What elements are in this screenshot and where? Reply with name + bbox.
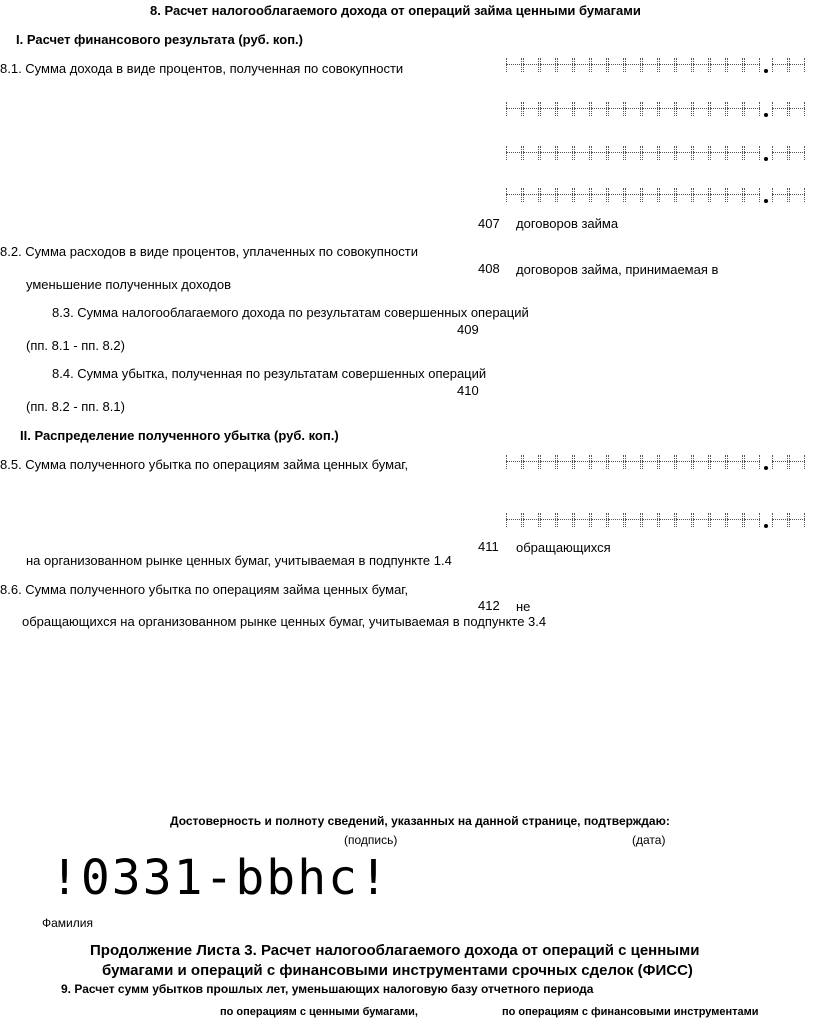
decimal-point (761, 455, 771, 469)
digit-cell[interactable] (608, 58, 624, 72)
digit-cell[interactable] (591, 513, 607, 527)
digit-cell[interactable] (608, 102, 624, 116)
digit-cell[interactable] (591, 455, 607, 469)
digit-cell[interactable] (659, 146, 675, 160)
digit-cell[interactable] (574, 455, 590, 469)
digit-cell[interactable] (710, 455, 726, 469)
digit-cell[interactable] (574, 58, 590, 72)
decimal-point (761, 102, 771, 116)
digit-cell[interactable] (693, 58, 709, 72)
digit-cell[interactable] (506, 188, 522, 202)
digit-cell[interactable] (676, 188, 692, 202)
digit-cell[interactable] (676, 102, 692, 116)
digit-cell[interactable] (727, 146, 743, 160)
section-title: 8. Расчет налогооблагаемого дохода от операций займа ценными бумагами (150, 3, 641, 18)
confirm-statement: Достоверность и полноту сведений, указанных на данной странице, подтверждаю: (170, 814, 670, 828)
digit-cell[interactable] (772, 58, 788, 72)
digit-cell[interactable] (642, 102, 658, 116)
line-code-412: 412 (478, 598, 500, 613)
amount-cell-row[interactable] (506, 146, 806, 160)
digit-cell[interactable] (727, 102, 743, 116)
digit-cell[interactable] (523, 146, 539, 160)
digit-cell[interactable] (676, 146, 692, 160)
amount-cell-row[interactable] (506, 58, 806, 72)
digit-cell[interactable] (659, 102, 675, 116)
digit-cell[interactable] (789, 188, 805, 202)
item-8-6-label: 8.6. Сумма полученного убытка по операциям займа ценных бумаг, (0, 582, 409, 597)
digit-cell[interactable] (693, 102, 709, 116)
signature-label: (подпись) (344, 833, 398, 847)
digit-cell[interactable] (574, 188, 590, 202)
digit-cell[interactable] (744, 58, 760, 72)
digit-cell[interactable] (772, 513, 788, 527)
item-8-6-tail: не (516, 599, 531, 614)
digit-cell[interactable] (625, 146, 641, 160)
line-code-410: 410 (457, 383, 479, 398)
digit-cell[interactable] (557, 513, 573, 527)
digit-cell[interactable] (608, 513, 624, 527)
line-code-411: 411 (478, 539, 499, 554)
digit-cell[interactable] (557, 102, 573, 116)
digit-cell[interactable] (506, 102, 522, 116)
digit-cell[interactable] (591, 102, 607, 116)
digit-cell[interactable] (540, 188, 556, 202)
digit-cell[interactable] (557, 188, 573, 202)
digit-cell[interactable] (625, 513, 641, 527)
digit-cell[interactable] (608, 146, 624, 160)
digit-cell[interactable] (506, 513, 522, 527)
amount-cell-row[interactable] (506, 513, 806, 527)
column-securities: по операциям с ценными бумагами, (220, 1006, 418, 1018)
digit-cell[interactable] (523, 188, 539, 202)
digit-cell[interactable] (789, 513, 805, 527)
form-barcode-code: !0331-bbhc! (50, 850, 390, 906)
digit-cell[interactable] (523, 58, 539, 72)
column-fiss: по операциям с финансовыми инструментами (502, 1006, 759, 1018)
continuation-title-line2: бумагами и операций с финансовыми инструментами срочных сделок (ФИСС) (102, 962, 693, 979)
digit-cell[interactable] (540, 513, 556, 527)
decimal-point (761, 188, 771, 202)
decimal-point (761, 146, 771, 160)
digit-cell[interactable] (540, 102, 556, 116)
digit-cell[interactable] (772, 102, 788, 116)
surname-label: Фамилия (42, 916, 93, 930)
item-8-4-label: 8.4. Сумма убытка, полученная по результатам совершенных операций (52, 366, 487, 381)
digit-cell[interactable] (727, 455, 743, 469)
item-8-2-tail: договоров займа, принимаемая в (516, 262, 719, 277)
digit-cell[interactable] (574, 513, 590, 527)
digit-cell[interactable] (789, 455, 805, 469)
digit-cell[interactable] (540, 58, 556, 72)
digit-cell[interactable] (506, 146, 522, 160)
digit-cell[interactable] (789, 146, 805, 160)
digit-cell[interactable] (591, 188, 607, 202)
amount-cell-row[interactable] (506, 102, 806, 116)
item-8-1-label: 8.1. Сумма дохода в виде процентов, полученная по совокупности (0, 61, 404, 76)
line-code-408: 408 (478, 261, 500, 276)
part1-heading: I. Расчет финансового результата (руб. коп.) (16, 32, 304, 47)
digit-cell[interactable] (693, 513, 709, 527)
digit-cell[interactable] (642, 513, 658, 527)
continuation-title-line1: Продолжение Листа 3. Расчет налогооблагаемого дохода от операций с ценными (90, 942, 700, 959)
digit-cell[interactable] (659, 513, 675, 527)
amount-cell-row[interactable] (506, 455, 806, 469)
section9-heading: 9. Расчет сумм убытков прошлых лет, уменьшающих налоговую базу отчетного периода (61, 982, 594, 996)
digit-cell[interactable] (789, 58, 805, 72)
digit-cell[interactable] (540, 146, 556, 160)
digit-cell[interactable] (659, 455, 675, 469)
date-label: (дата) (632, 833, 666, 847)
digit-cell[interactable] (557, 58, 573, 72)
digit-cell[interactable] (625, 188, 641, 202)
digit-cell[interactable] (710, 513, 726, 527)
digit-cell[interactable] (608, 455, 624, 469)
digit-cell[interactable] (540, 455, 556, 469)
digit-cell[interactable] (744, 188, 760, 202)
digit-cell[interactable] (557, 455, 573, 469)
item-8-5-line2: на организованном рынке ценных бумаг, учитываемая в подпункте 1.4 (26, 553, 452, 568)
digit-cell[interactable] (710, 188, 726, 202)
digit-cell[interactable] (744, 455, 760, 469)
digit-cell[interactable] (710, 58, 726, 72)
item-8-2-line2: уменьшение полученных доходов (26, 277, 231, 292)
digit-cell[interactable] (772, 188, 788, 202)
digit-cell[interactable] (523, 513, 539, 527)
digit-cell[interactable] (625, 58, 641, 72)
digit-cell[interactable] (676, 58, 692, 72)
digit-cell[interactable] (693, 188, 709, 202)
digit-cell[interactable] (608, 188, 624, 202)
digit-cell[interactable] (642, 146, 658, 160)
digit-cell[interactable] (710, 102, 726, 116)
digit-cell[interactable] (772, 455, 788, 469)
digit-cell[interactable] (727, 513, 743, 527)
part2-heading: II. Распределение полученного убытка (руб. коп.) (20, 428, 339, 443)
item-8-6-line2: обращающихся на организованном рынке ценных бумаг, учитываемая в подпункте 3.4 (22, 614, 547, 629)
digit-cell[interactable] (557, 146, 573, 160)
digit-cell[interactable] (744, 146, 760, 160)
digit-cell[interactable] (789, 102, 805, 116)
digit-cell[interactable] (727, 58, 743, 72)
digit-cell[interactable] (772, 146, 788, 160)
digit-cell[interactable] (574, 146, 590, 160)
digit-cell[interactable] (659, 58, 675, 72)
digit-cell[interactable] (625, 455, 641, 469)
digit-cell[interactable] (642, 188, 658, 202)
item-8-3-line2: (пп. 8.1 - пп. 8.2) (26, 338, 125, 353)
digit-cell[interactable] (591, 146, 607, 160)
amount-cell-row[interactable] (506, 188, 806, 202)
decimal-point (761, 58, 771, 72)
digit-cell[interactable] (506, 58, 522, 72)
line-code-409: 409 (457, 322, 479, 337)
digit-cell[interactable] (506, 455, 522, 469)
digit-cell[interactable] (591, 58, 607, 72)
item-8-1-tail: договоров займа (516, 216, 619, 231)
digit-cell[interactable] (625, 102, 641, 116)
digit-cell[interactable] (693, 146, 709, 160)
decimal-point (761, 513, 771, 527)
digit-cell[interactable] (574, 102, 590, 116)
line-code-407: 407 (478, 216, 500, 231)
digit-cell[interactable] (642, 58, 658, 72)
digit-cell[interactable] (642, 455, 658, 469)
digit-cell[interactable] (727, 188, 743, 202)
item-8-4-line2: (пп. 8.2 - пп. 8.1) (26, 399, 125, 414)
digit-cell[interactable] (744, 102, 760, 116)
digit-cell[interactable] (523, 102, 539, 116)
item-8-5-label: 8.5. Сумма полученного убытка по операциям займа ценных бумаг, (0, 457, 409, 472)
digit-cell[interactable] (523, 455, 539, 469)
digit-cell[interactable] (710, 146, 726, 160)
digit-cell[interactable] (744, 513, 760, 527)
digit-cell[interactable] (693, 455, 709, 469)
item-8-3-label: 8.3. Сумма налогооблагаемого дохода по результатам совершенных операций (52, 305, 529, 320)
digit-cell[interactable] (676, 513, 692, 527)
item-8-5-tail: обращающихся (516, 540, 611, 555)
digit-cell[interactable] (659, 188, 675, 202)
item-8-2-label: 8.2. Сумма расходов в виде процентов, уплаченных по совокупности (0, 244, 418, 259)
digit-cell[interactable] (676, 455, 692, 469)
